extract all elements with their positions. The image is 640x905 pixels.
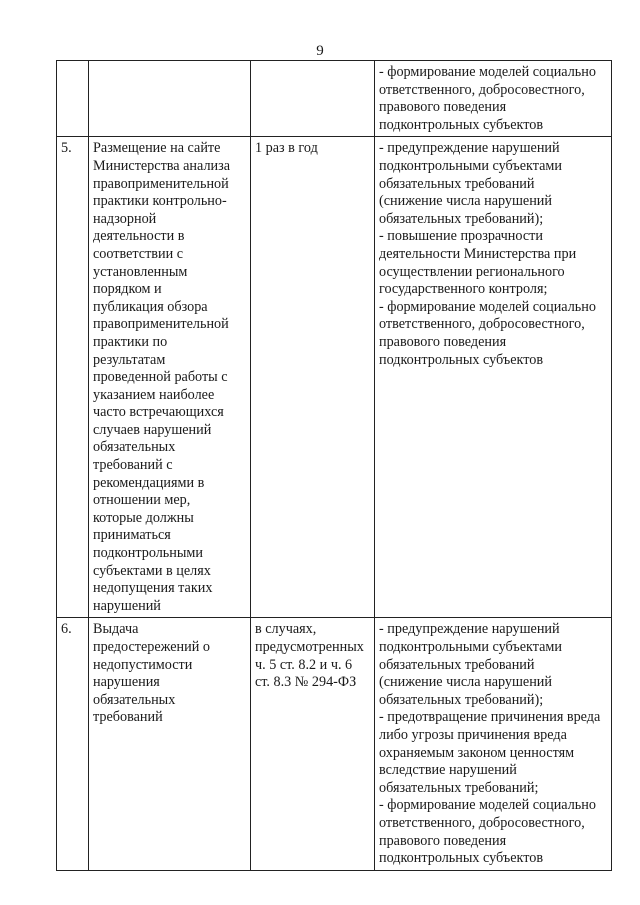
text-line: соответствии с [93,245,184,262]
text-line: Размещение на сайте [93,140,221,157]
text-line: Министерства анализа [93,157,231,174]
text-line: - предупреждение нарушений [379,140,560,157]
text-line: ответственного, добросовестного, [379,81,585,98]
number-cell: 6. [57,618,89,870]
text-line: нарушения [93,674,160,691]
text-line: практики по [93,333,168,350]
text-line: в случаях, [255,621,317,638]
measures-table [56,60,612,871]
text-line: порядком и [93,281,162,298]
text-line: практики контрольно- [93,193,227,210]
text-line: приниматься [93,527,171,544]
text-line: ст. 8.3 № 294-ФЗ [255,674,357,691]
text-line: осуществлении регионального [379,263,565,280]
effect-cell [375,137,612,618]
text-line: недопущения таких [93,580,213,597]
text-line: правового поведения [379,832,507,849]
text-line: подконтрольными субъектами [379,639,562,655]
text-line: обязательных требований; [379,779,539,796]
text-line: 1 раз в год [255,140,318,157]
text-line: - повышение прозрачности [379,228,543,245]
text-line: правоприменительной [93,316,229,333]
period-cell [251,61,375,137]
measure-cell [89,618,251,870]
text-line: часто встречающихся [93,404,224,421]
text-line: подконтрольных субъектов [379,850,544,867]
text-line: охраняемым законом ценностям [379,744,575,761]
text-line: результатам [93,351,166,368]
text-line: которые должны [93,509,194,526]
text-line: - формирование моделей социально [379,64,596,80]
text-line: ответственного, добросовестного, [379,316,585,333]
text-line: нарушений [93,597,161,614]
period-cell [251,137,375,618]
table-row-5 [57,137,612,618]
effect-cell [375,61,612,137]
number-cell [57,61,89,137]
text-line: обязательных [93,691,176,708]
text-line: деятельности в [93,228,185,245]
text-line: - формирование моделей социально [379,298,596,315]
text-line: (снижение числа нарушений [379,193,552,210]
text-line: ответственного, добросовестного, [379,814,585,831]
text-line: подконтрольных субъектов [379,116,544,133]
text-line: рекомендациями в [93,474,205,491]
text-line: установленным [93,263,188,280]
text-line: проведенной работы с [93,369,228,386]
text-line: подконтрольных субъектов [379,351,544,368]
text-line: вследствие нарушений [379,762,517,779]
measure-cell [89,61,251,137]
text-line: - предотвращение причинения вреда [379,709,601,726]
text-line: публикация обзора [93,298,208,315]
text-line: предусмотренных [255,639,364,655]
text-line: ч. 5 ст. 8.2 и ч. 6 [255,656,353,673]
text-line: - формирование моделей социально [379,797,596,814]
text-line: - предупреждение нарушений [379,621,560,638]
text-line: государственного контроля; [379,281,548,298]
text-line: (снижение числа нарушений [379,674,552,691]
text-line: требований [93,709,163,726]
measure-cell [89,137,251,618]
text-line: обязательных требований [379,175,535,192]
text-line: указанием наиболее [93,386,215,403]
text-line: предостережений о [93,639,210,655]
table-row-6 [57,618,612,870]
text-line: обязательных требований [379,656,535,673]
text-line: недопустимости [93,656,193,673]
text-line: отношении мер, [93,492,191,509]
text-line: правового поведения [379,99,507,116]
text-line: правового поведения [379,333,507,350]
text-line: обязательных [93,439,176,456]
text-line: требований с [93,457,173,474]
text-line: надзорной [93,210,157,227]
period-cell [251,618,375,870]
text-line: обязательных требований); [379,210,544,227]
text-line: обязательных требований); [379,691,544,708]
page-number: 9 [316,43,324,59]
table-row-continuation [57,61,612,137]
text-line: Выдача [93,621,139,638]
text-line: субъектами в целях [93,562,211,579]
text-line: деятельности Министерства при [379,245,577,262]
text-line: правоприменительной [93,175,229,192]
text-line: случаев нарушений [93,421,212,438]
number-cell: 5. [57,137,89,618]
effect-cell [375,618,612,870]
text-line: подконтрольными [93,545,203,562]
text-line: либо угрозы причинения вреда [379,726,567,743]
text-line: подконтрольными субъектами [379,157,562,174]
